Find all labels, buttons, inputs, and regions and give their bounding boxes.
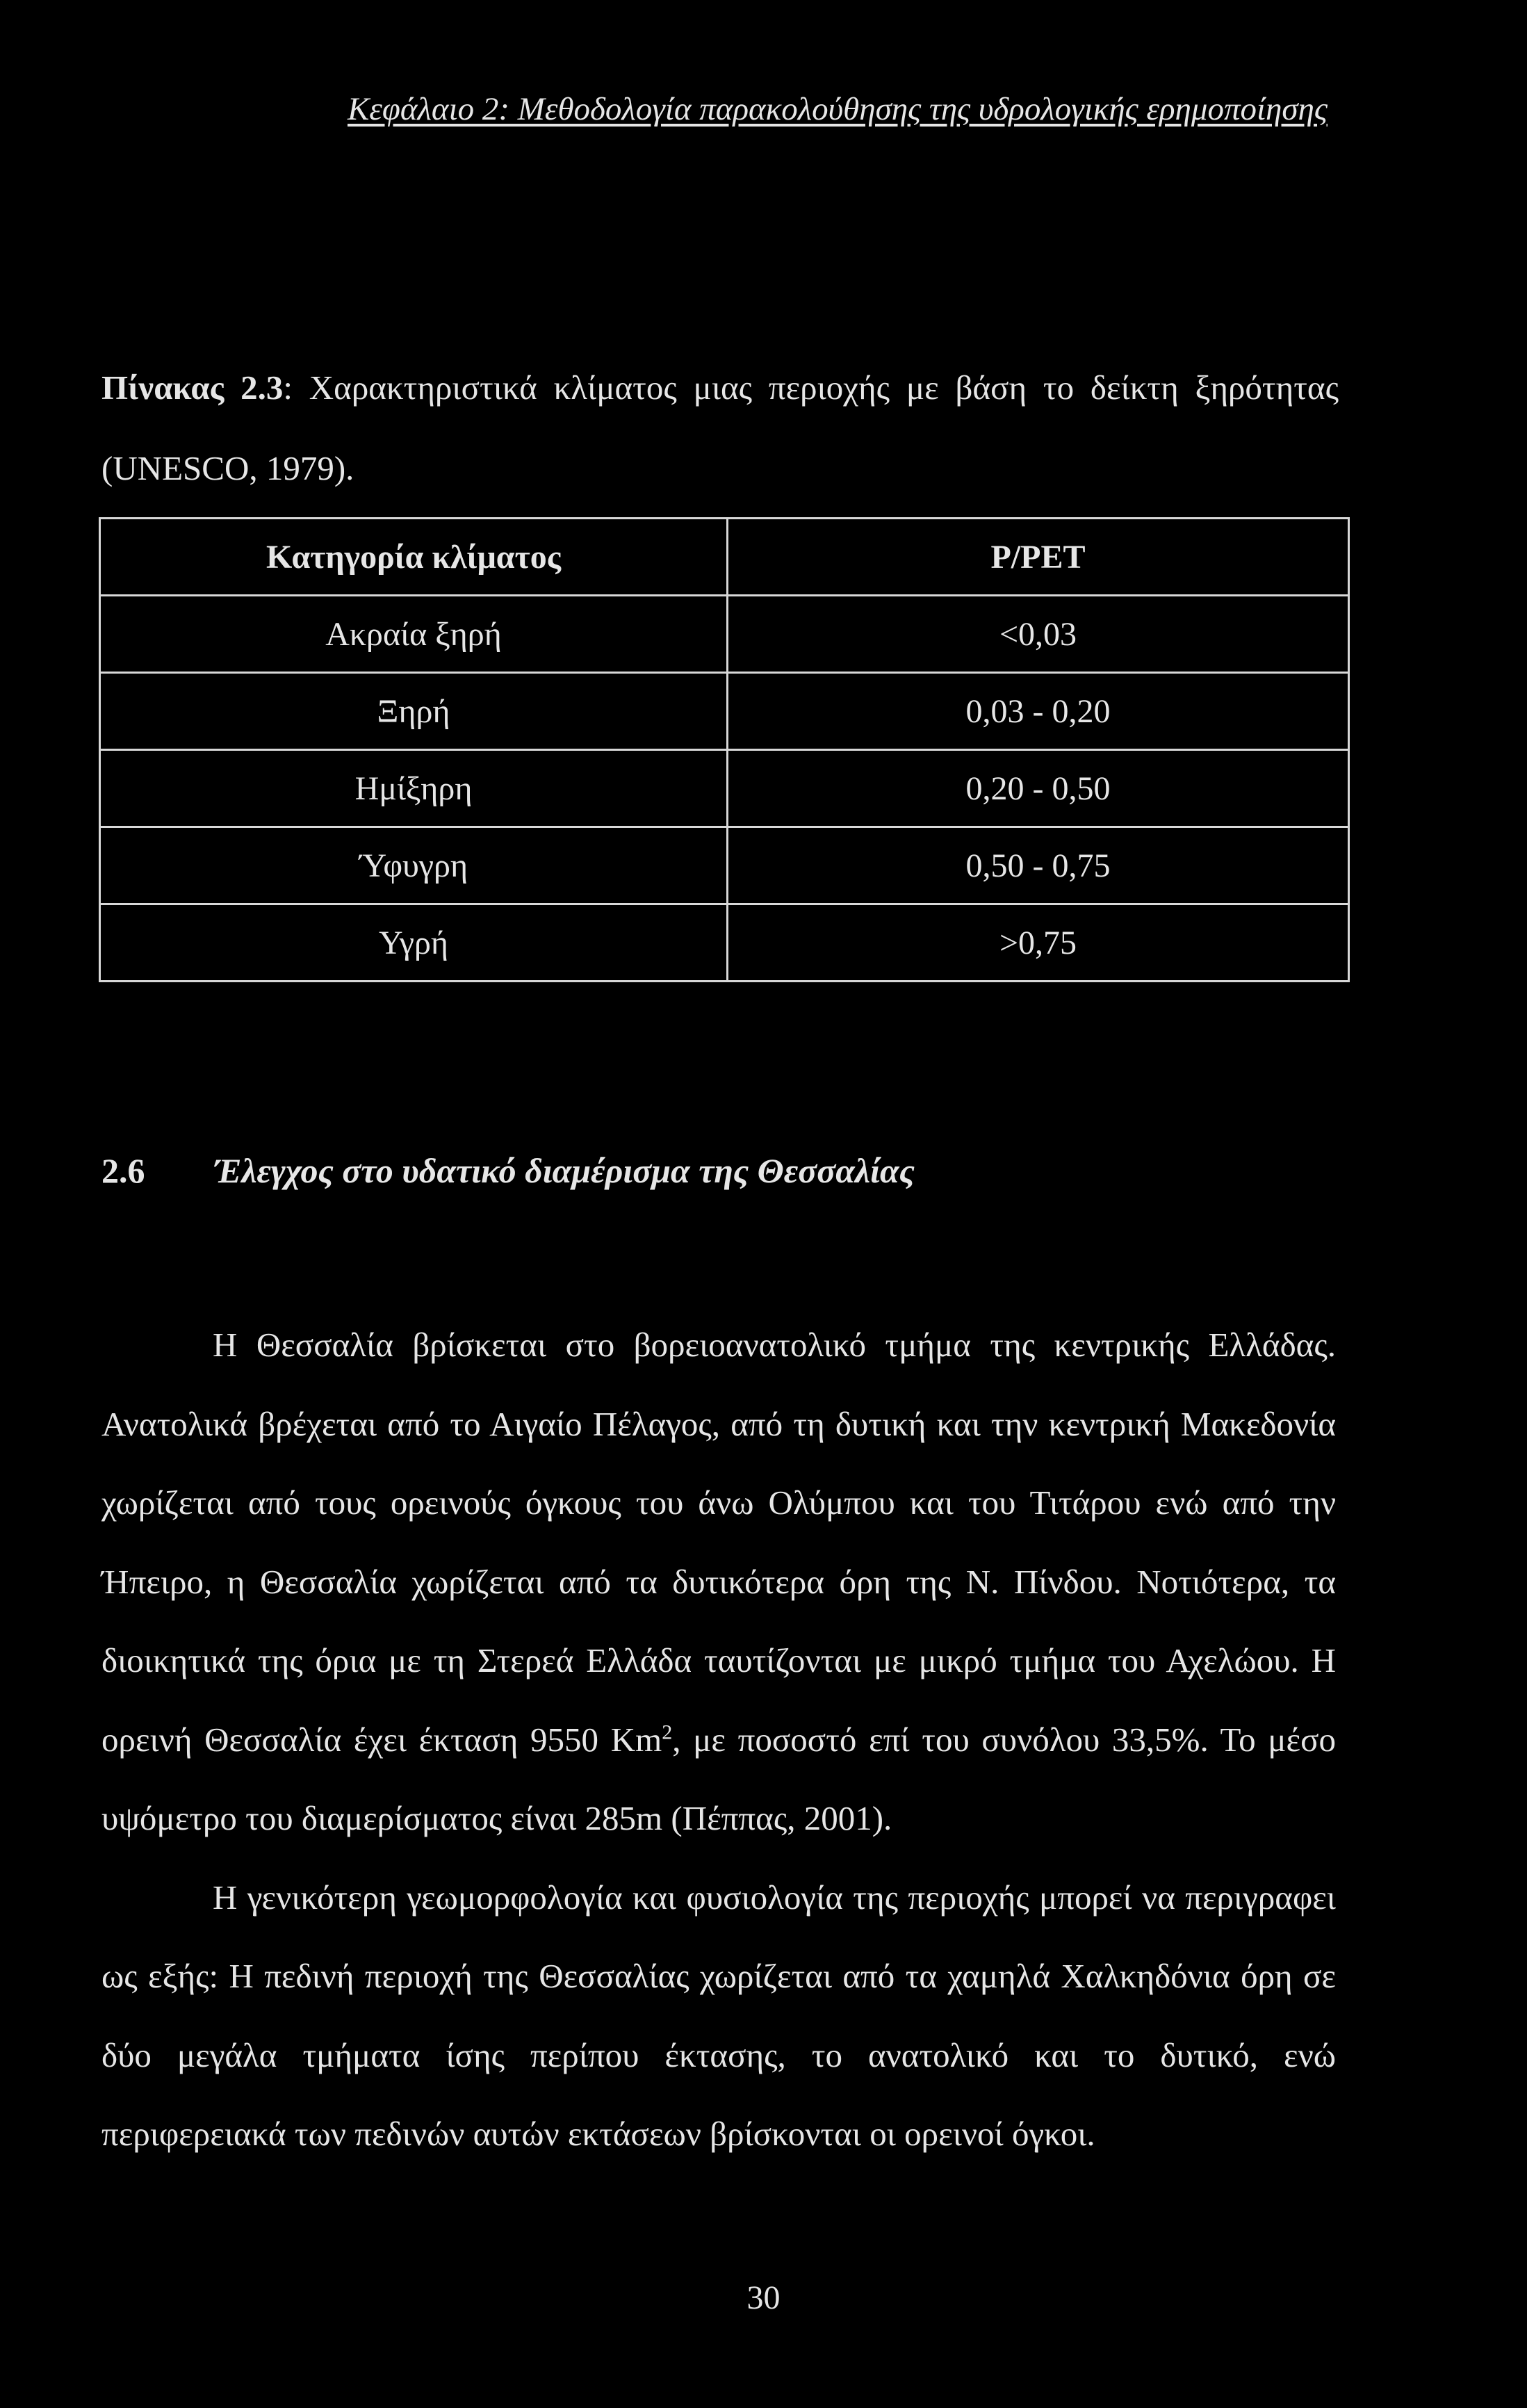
table-row <box>100 827 1349 904</box>
paragraph-text: , με ποσοστό επί του συνόλου 33,5%. Το μέσο υψόμετρο του διαμερίσματος είναι 285m (Πέππας, 2001). <box>101 1720 1337 1837</box>
table-caption-label: Πίνακας 2.3 <box>101 368 284 407</box>
header-p-pet: P/PET <box>728 519 1349 596</box>
table-cell: Ύφυγρη <box>100 827 728 904</box>
table-row <box>100 596 1349 673</box>
table-row <box>100 673 1349 750</box>
table-row <box>100 904 1349 982</box>
paragraph <box>101 1305 1336 1858</box>
table-caption <box>101 348 1339 509</box>
header-climate-category: Κατηγορία κλίματος <box>100 519 728 596</box>
table-cell: Ξηρή <box>100 673 728 750</box>
section-heading <box>101 1150 915 1191</box>
section-number: 2.6 <box>101 1151 145 1190</box>
page-number: 30 <box>746 2279 781 2316</box>
table-cell: Ακραία ξηρή <box>100 596 728 673</box>
table-row <box>100 750 1349 827</box>
table-cell: 0,03 - 0,20 <box>728 673 1349 750</box>
body-text <box>101 1305 1336 2174</box>
table-header-row <box>100 519 1349 596</box>
climate-table <box>99 517 1350 982</box>
paragraph-text: Η Θεσσαλία βρίσκεται στο βορειοανατολικό τμήμα της κεντρικής Ελλάδας. Ανατολικά βρέχεται από το Αιγαίο Πέλαγος, από τη δυτική και την κεντρική Μακεδονία χωρίζεται από τους ορεινούς όγκους του άνω Ολύμπου και του Τιτάρου ενώ από την Ήπειρο, η Θεσσαλία χωρίζεται από τα δυτικότερα όρη της Ν. Πίνδου. Νοτιότερα, τα διοικητικά της όρια με τη Στερεά Ελλάδα ταυτίζονται με μικρό τμήμα του Αχελώου. Η ορεινή Θεσσαλία έχει έκταση 9550 Km <box>101 1326 1336 1759</box>
section-title: Έλεγχος στο υδατικό διαμέρισμα της Θεσσαλίας <box>214 1151 915 1190</box>
table-cell: 0,20 - 0,50 <box>728 750 1349 827</box>
paragraph: Η γενικότερη γεωμορφολογία και φυσιολογία της περιοχής μπορεί να περιγραφει ως εξής: Η πεδινή περιοχή της Θεσσαλίας χωρίζεται από τα χαμηλά Χαλκηδόνια όρη σε δύο μεγάλα τμήματα ίσης περίπου έκτασης, το ανατολικό και το δυτικό, ενώ περιφερειακά των πεδινών αυτών εκτάσεων βρίσκονται οι ορεινοί όγκοι. <box>101 1878 1336 2153</box>
table-cell: Υγρή <box>100 904 728 982</box>
table-cell: >0,75 <box>728 904 1349 982</box>
table-cell: 0,50 - 0,75 <box>728 827 1349 904</box>
table-caption-text: : Χαρακτηριστικά κλίματος μιας περιοχής με βάση το δείκτη ξηρότητας (UNESCO, 1979). <box>101 368 1339 487</box>
superscript: 2 <box>662 1720 673 1744</box>
table-cell: Ημίξηρη <box>100 750 728 827</box>
chapter-header: Κεφάλαιο 2: Μεθοδολογία παρακολούθησης της υδρολογικής ερημοποίησης <box>348 91 1328 127</box>
table-cell: <0,03 <box>728 596 1349 673</box>
